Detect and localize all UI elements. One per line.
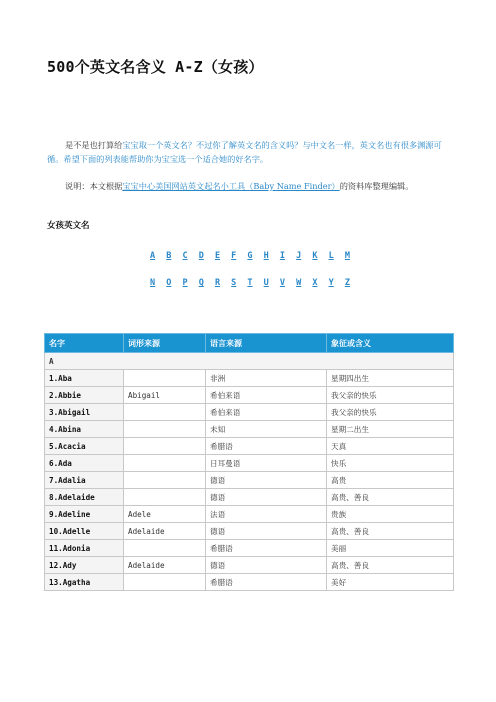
alphabet-link[interactable]: N (150, 278, 156, 288)
name-cell: 3.Abigail (45, 404, 124, 421)
alphabet-link[interactable]: T (247, 278, 253, 288)
alphabet-link[interactable]: I (279, 251, 285, 261)
language-cell: 希伯来语 (206, 404, 327, 421)
name-cell: 11.Adonia (45, 540, 124, 557)
alphabet-link[interactable]: U (263, 278, 269, 288)
alphabet-link[interactable]: H (263, 251, 269, 261)
alphabet-link[interactable]: W (296, 278, 302, 288)
language-cell: 德语 (206, 523, 327, 540)
alphabet-link[interactable]: S (231, 278, 237, 288)
header-language: 语言来源 (206, 334, 327, 353)
meaning-cell: 我父亲的快乐 (327, 387, 454, 404)
root-cell (124, 438, 206, 455)
meaning-cell: 快乐 (327, 455, 454, 472)
table-header-row (45, 334, 454, 353)
language-cell: 希腊语 (206, 540, 327, 557)
language-cell: 德语 (206, 489, 327, 506)
table-row (45, 472, 454, 489)
root-cell (124, 421, 206, 438)
alphabet-link[interactable]: C (182, 251, 188, 261)
baby-name-finder-link[interactable]: 宝宝中心美国网站英文起名小工具（Baby Name Finder） (122, 181, 340, 191)
name-cell: 2.Abbie (45, 387, 124, 404)
alphabet-link[interactable]: M (344, 251, 350, 261)
table-row (45, 557, 454, 574)
alphabet-link[interactable]: D (198, 251, 204, 261)
meaning-cell: 高贵、善良 (327, 523, 454, 540)
meaning-cell: 高贵、善良 (327, 489, 454, 506)
alphabet-link[interactable]: L (328, 251, 334, 261)
table-row (45, 421, 454, 438)
alphabet-link[interactable]: O (166, 278, 172, 288)
intro-paragraph (47, 138, 452, 166)
language-cell: 非洲 (206, 370, 327, 387)
table-row (45, 404, 454, 421)
table-row (45, 370, 454, 387)
language-cell: 希腊语 (206, 574, 327, 591)
alphabet-link[interactable]: V (279, 278, 285, 288)
header-meaning: 象征或含义 (327, 334, 454, 353)
root-cell (124, 540, 206, 557)
table-group-row (45, 353, 454, 370)
language-cell: 希伯来语 (206, 387, 327, 404)
language-cell: 德语 (206, 472, 327, 489)
alphabet-link[interactable]: R (214, 278, 221, 288)
root-cell (124, 472, 206, 489)
table-row (45, 506, 454, 523)
name-cell: 8.Adelaide (45, 489, 124, 506)
name-cell: 4.Abina (45, 421, 124, 438)
table-row (45, 455, 454, 472)
table-row (45, 438, 454, 455)
intro-highlight-text: 宝宝取一个英文名？不过你了解英文名的含义吗？与中文名一样，英文名也有很多渊源可循。希望下面的列表能帮助你为宝宝选一个适合她的好名字。 (47, 140, 442, 164)
table-row (45, 574, 454, 591)
root-cell (124, 489, 206, 506)
name-cell: 1.Aba (45, 370, 124, 387)
header-root: 词形来源 (124, 334, 206, 353)
meaning-cell: 高贵 (327, 472, 454, 489)
root-cell (124, 404, 206, 421)
root-cell (124, 455, 206, 472)
name-cell: 5.Acacia (45, 438, 124, 455)
alphabet-nav-row-2 (150, 278, 350, 288)
meaning-cell: 我父亲的快乐 (327, 404, 454, 421)
alphabet-link[interactable]: Q (198, 278, 204, 288)
name-cell: 13.Agatha (45, 574, 124, 591)
alphabet-link[interactable]: B (166, 251, 172, 261)
language-cell: 希腊语 (206, 438, 327, 455)
language-cell: 未知 (206, 421, 327, 438)
alphabet-link[interactable]: A (150, 251, 156, 261)
page-title: 500个英文名含义 A-Z（女孩） (47, 58, 264, 76)
root-cell: Adele (124, 506, 206, 523)
header-name: 名字 (45, 334, 124, 353)
root-cell (124, 574, 206, 591)
name-cell: 9.Adeline (45, 506, 124, 523)
names-table (44, 333, 454, 591)
meaning-cell: 贵族 (327, 506, 454, 523)
table-row (45, 489, 454, 506)
note-text-end: 的资料库整理编辑。 (339, 181, 414, 191)
meaning-cell: 美丽 (327, 540, 454, 557)
table-row (45, 523, 454, 540)
alphabet-nav-row-1 (150, 251, 350, 261)
section-heading: 女孩英文名 (47, 221, 90, 231)
note-text: 说明：本文根据 (65, 181, 123, 191)
name-cell: 7.Adalia (45, 472, 124, 489)
alphabet-link[interactable]: E (214, 251, 221, 261)
table-row (45, 540, 454, 557)
language-cell: 日耳曼语 (206, 455, 327, 472)
table-row (45, 387, 454, 404)
root-cell: Adelaide (124, 557, 206, 574)
name-cell: 10.Adelle (45, 523, 124, 540)
group-letter: A (45, 353, 454, 370)
name-cell: 6.Ada (45, 455, 124, 472)
intro-text: 是不是也打算给 (65, 140, 123, 150)
alphabet-link[interactable]: Y (328, 278, 334, 288)
alphabet-link[interactable]: J (296, 251, 302, 261)
root-cell: Abigail (124, 387, 206, 404)
root-cell: Adelaide (124, 523, 206, 540)
meaning-cell: 天真 (327, 438, 454, 455)
language-cell: 法语 (206, 506, 327, 523)
root-cell (124, 370, 206, 387)
alphabet-link[interactable]: X (312, 278, 318, 288)
name-cell: 12.Ady (45, 557, 124, 574)
meaning-cell: 星期四出生 (327, 370, 454, 387)
meaning-cell: 高贵、善良 (327, 557, 454, 574)
alphabet-link[interactable]: P (182, 278, 188, 288)
meaning-cell: 星期二出生 (327, 421, 454, 438)
alphabet-link[interactable]: K (312, 251, 318, 261)
meaning-cell: 美好 (327, 574, 454, 591)
alphabet-link[interactable]: Z (344, 278, 350, 288)
note-paragraph (47, 179, 452, 193)
language-cell: 德语 (206, 557, 327, 574)
alphabet-link[interactable]: F (231, 251, 237, 261)
alphabet-link[interactable]: G (247, 251, 253, 261)
